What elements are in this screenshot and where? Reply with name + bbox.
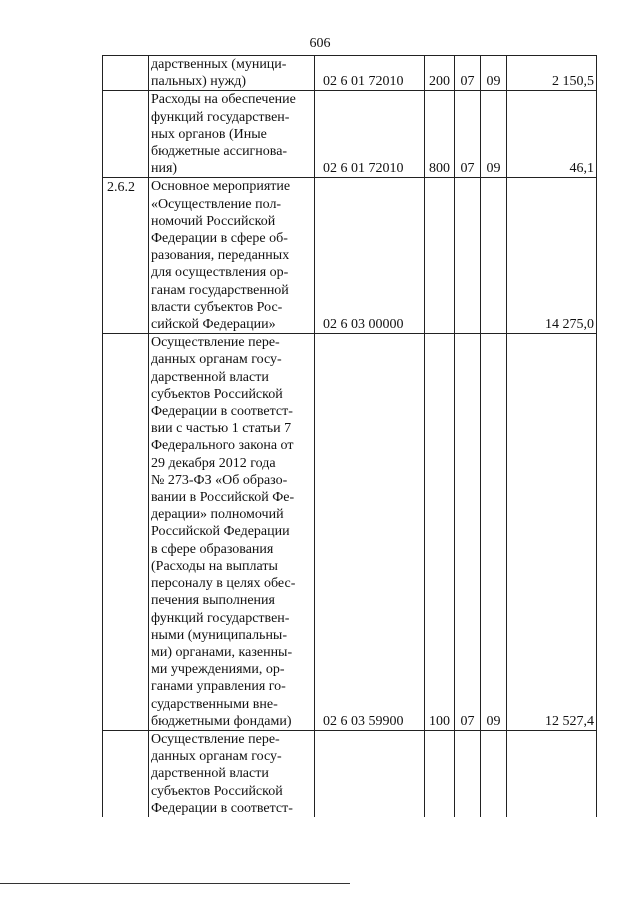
section-code [455,178,481,334]
expense-description [149,334,315,731]
subsection-code: 09 [481,56,507,91]
expense-description-text: Осуществление пере- данных органам госу- дарственной власти субъектов Российской Федерации в соответст- вии с частью 1 статьи 7 Федерального закона от 29 декабря 2012 года № 273-ФЗ «Об образо- вании в Российской Фе- дерации» полномочий Российской Федерации в сфере образования (Расходы на выплаты персоналу в целях обес- печения выполнения функций государствен- ными (муниципальны- ми) органами, казенны- ми учреждениями, ор- ганами управления го- сударственными вне- бюджетными фондами) [151,335,296,729]
row-number [103,730,149,817]
amount [507,730,597,817]
table-row [103,334,597,731]
target-code: 02 6 03 00000 [315,178,425,334]
row-number: 2.6.2 [103,178,149,334]
expense-description [149,178,315,334]
amount: 46,1 [507,91,597,178]
expense-description-text: Осуществление пере- данных органам госу- дарственной власти субъектов Российской Федерации в соответст- [151,731,293,816]
expense-description-text: Основное мероприятие «Осуществление пол- номочий Российской Федерации в сфере об- разования, переданных для осуществления ор- ганам государственной власти субъектов Рос- сийской Федерации» [151,179,291,333]
expense-type-code: 100 [425,334,455,731]
expense-description [149,91,315,178]
row-number [103,56,149,91]
expense-type-code [425,178,455,334]
table-row [103,730,597,817]
table-row [103,56,597,91]
subsection-code: 09 [481,91,507,178]
table-row [103,178,597,334]
target-code: 02 6 01 72010 [315,91,425,178]
expense-description-text: Расходы на обеспечение функций государствен- ных органов (Иные бюджетные ассигнова- ния) [151,92,296,177]
expense-type-code: 800 [425,91,455,178]
budget-table [102,55,597,817]
subsection-code [481,178,507,334]
section-code: 07 [455,56,481,91]
expense-type-code [425,730,455,817]
row-number [103,91,149,178]
expense-description-text: дарственных (муници- пальных) нужд) [151,57,287,90]
subsection-code: 09 [481,334,507,731]
section-code: 07 [455,91,481,178]
target-code: 02 6 01 72010 [315,56,425,91]
row-number [103,334,149,731]
section-code: 07 [455,334,481,731]
amount: 14 275,0 [507,178,597,334]
subsection-code [481,730,507,817]
expense-type-code: 200 [425,56,455,91]
expense-description [149,56,315,91]
expense-description [149,730,315,817]
amount: 12 527,4 [507,334,597,731]
page-number: 606 [309,36,331,51]
table-row [103,91,597,178]
footer-divider [0,883,350,884]
target-code: 02 6 03 59900 [315,334,425,731]
section-code [455,730,481,817]
amount: 2 150,5 [507,56,597,91]
target-code [315,730,425,817]
